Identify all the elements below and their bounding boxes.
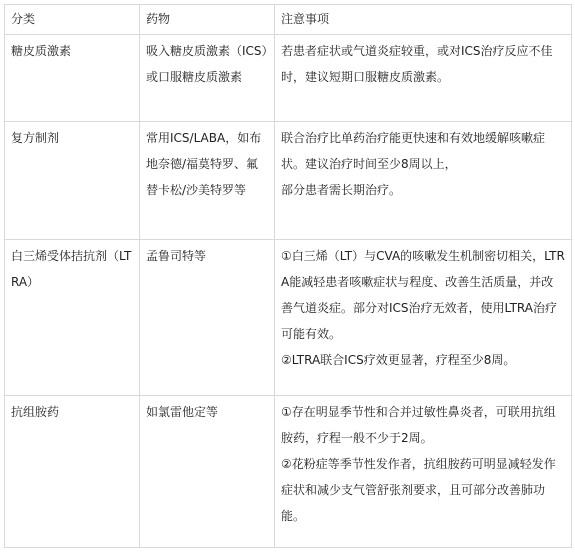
cell-notes (275, 35, 572, 122)
cell-drug: 如氯雷他定等 (140, 396, 275, 548)
table-row (5, 122, 572, 240)
note-paragraph: 若患者症状或气道炎症较重，或对ICS治疗反应不佳时，建议短期口服糖皮质激素。 (281, 44, 553, 84)
header-category: 分类 (5, 5, 140, 35)
cell-category: 抗组胺药 (5, 396, 140, 548)
cell-drug: 吸入糖皮质激素（ICS）或口服糖皮质激素 (140, 35, 275, 122)
note-paragraph: 部分患者需长期治疗。 (281, 183, 402, 197)
table-row (5, 396, 572, 548)
note-paragraph: ①存在明显季节性和合并过敏性鼻炎者，可联用抗组胺药，疗程一般不少于2周。 (281, 405, 556, 445)
cell-category: 复方制剂 (5, 122, 140, 240)
header-notes: 注意事项 (275, 5, 572, 35)
table-row (5, 35, 572, 122)
table-row (5, 240, 572, 396)
drug-table (4, 4, 572, 548)
note-paragraph: ②LTRA联合ICS疗效更显著，疗程至少8周。 (281, 353, 516, 367)
cell-category: 糖皮质激素 (5, 35, 140, 122)
note-paragraph: 联合治疗比单药治疗能更快速和有效地缓解咳嗽症状。建议治疗时间至少8周以上， (281, 131, 546, 171)
table-header-row (5, 5, 572, 35)
header-drug: 药物 (140, 5, 275, 35)
cell-drug: 常用ICS/LABA，如布地奈德/福莫特罗、氟替卡松/沙美特罗等 (140, 122, 275, 240)
cell-notes (275, 396, 572, 548)
cell-notes (275, 240, 572, 396)
cell-drug: 孟鲁司特等 (140, 240, 275, 396)
cell-notes (275, 122, 572, 240)
note-paragraph: ①白三烯（LT）与CVA的咳嗽发生机制密切相关，LTRA能减轻患者咳嗽症状与程度、改善生活质量，并改善气道炎症。部分对ICS治疗无效者，使用LTRA治疗可能有效。 (281, 249, 565, 341)
note-paragraph: ②花粉症等季节性发作者，抗组胺药可明显减轻发作症状和减少支气管舒张剂要求，且可部分改善肺功能。 (281, 457, 556, 523)
cell-category: 白三烯受体拮抗剂（LTRA） (5, 240, 140, 396)
